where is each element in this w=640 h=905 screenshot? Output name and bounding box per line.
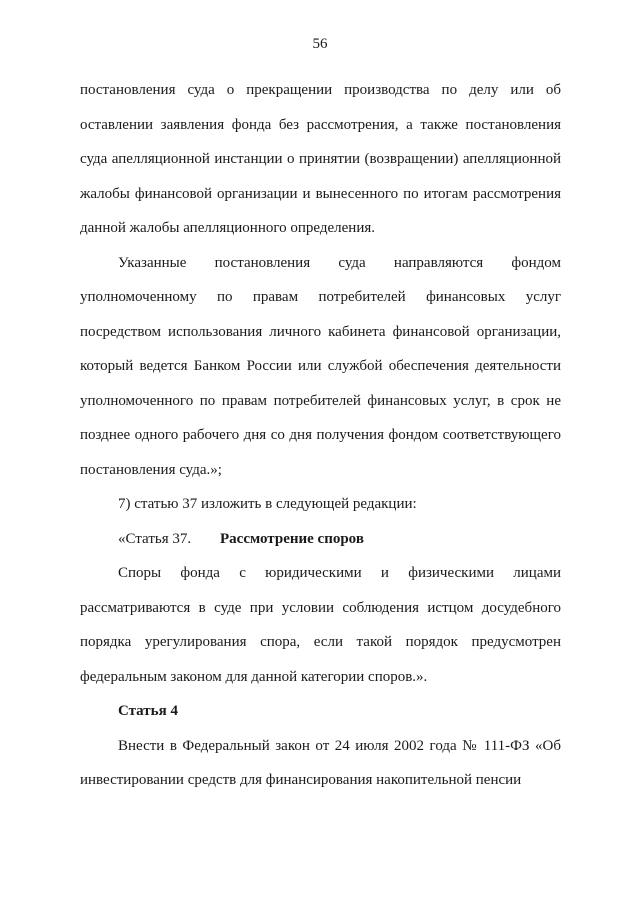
article-4-heading: Статья 4 [118, 703, 178, 719]
paragraph-amend-law-111: Внести в Федеральный закон от 24 июля 2002 года № 111-ФЗ «Об инвестировании средств для финансирования накопительной пенсии [80, 737, 561, 788]
document-body [80, 73, 561, 798]
article-37-number: «Статья 37. [118, 530, 192, 547]
paragraph-amend-article-37: 7) статью 37 изложить в следующей редакции: [118, 496, 417, 512]
page-number: 56 [312, 36, 328, 52]
article-37-title: Рассмотрение споров [220, 530, 364, 547]
paragraph-court-rulings: постановления суда о прекращении производства по делу или об оставлении заявления фонда без рассмотрения, а также постановления суда апелляционной инстанции о принятии (возвращении) апелляционной жалобы финансовой организации и вынесенного по итогам рассмотрения данной жалобы апелляционного определения. [80, 82, 561, 236]
paragraph-rulings-sent: Указанные постановления суда направляются фондом уполномоченному по правам потребителей финансовых услуг посредством использования личного кабинета финансовой организации, который ведется Банком России или службой обеспечения деятельности уполномоченного по правам потребителей финансовых услуг, в срок не позднее одного рабочего дня со дня получения фондом соответствующего постановления суда.»; [80, 254, 561, 478]
paragraph-disputes: Споры фонда с юридическими и физическими лицами рассматриваются в суде при условии соблюдения истцом досудебного порядка урегулирования спора, если такой порядок предусмотрен федеральным законом для данной категории споров.». [80, 565, 561, 685]
article-37-heading [80, 522, 561, 557]
